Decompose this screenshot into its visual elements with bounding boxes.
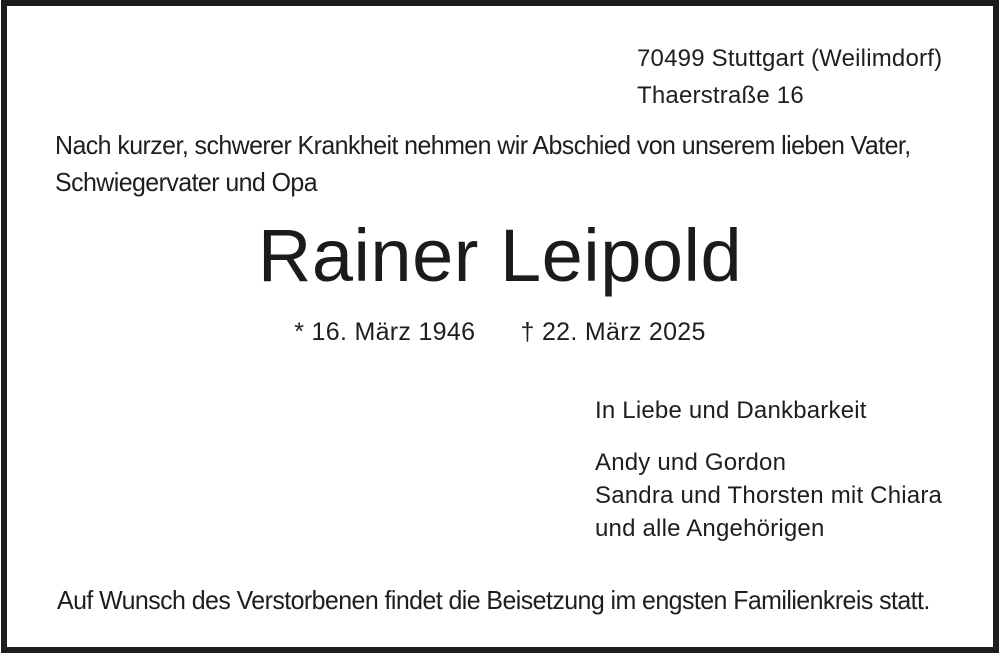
death-date: † 22. März 2025 [520, 318, 706, 346]
family-block [595, 397, 942, 545]
address-block [637, 40, 942, 114]
burial-notice-text: Auf Wunsch des Verstorbenen findet die Beisetzung im engsten Familienkreis statt. [57, 585, 930, 615]
intro-line-1: Nach kurzer, schwerer Krankheit nehmen wir Abschied von unserem lieben Vater, [55, 130, 911, 160]
mourner-line: Andy und Gordon [595, 449, 787, 476]
life-dates [0, 318, 1000, 347]
mourner-line: Sandra und Thorsten mit Chiara [595, 482, 943, 509]
farewell-text: In Liebe und Dankbarkeit [595, 397, 867, 424]
birth-date: * 16. März 1946 [294, 318, 476, 346]
mourners-list [595, 446, 942, 545]
intro-text [55, 127, 911, 201]
mourner-line: und alle Angehörigen [595, 515, 825, 542]
address-street: Thaerstraße 16 [637, 82, 804, 109]
address-city: 70499 Stuttgart (Weilimdorf) [637, 45, 943, 72]
intro-line-2: Schwiegervater und Opa [55, 167, 318, 197]
deceased-name: Rainer Leipold [257, 214, 743, 297]
